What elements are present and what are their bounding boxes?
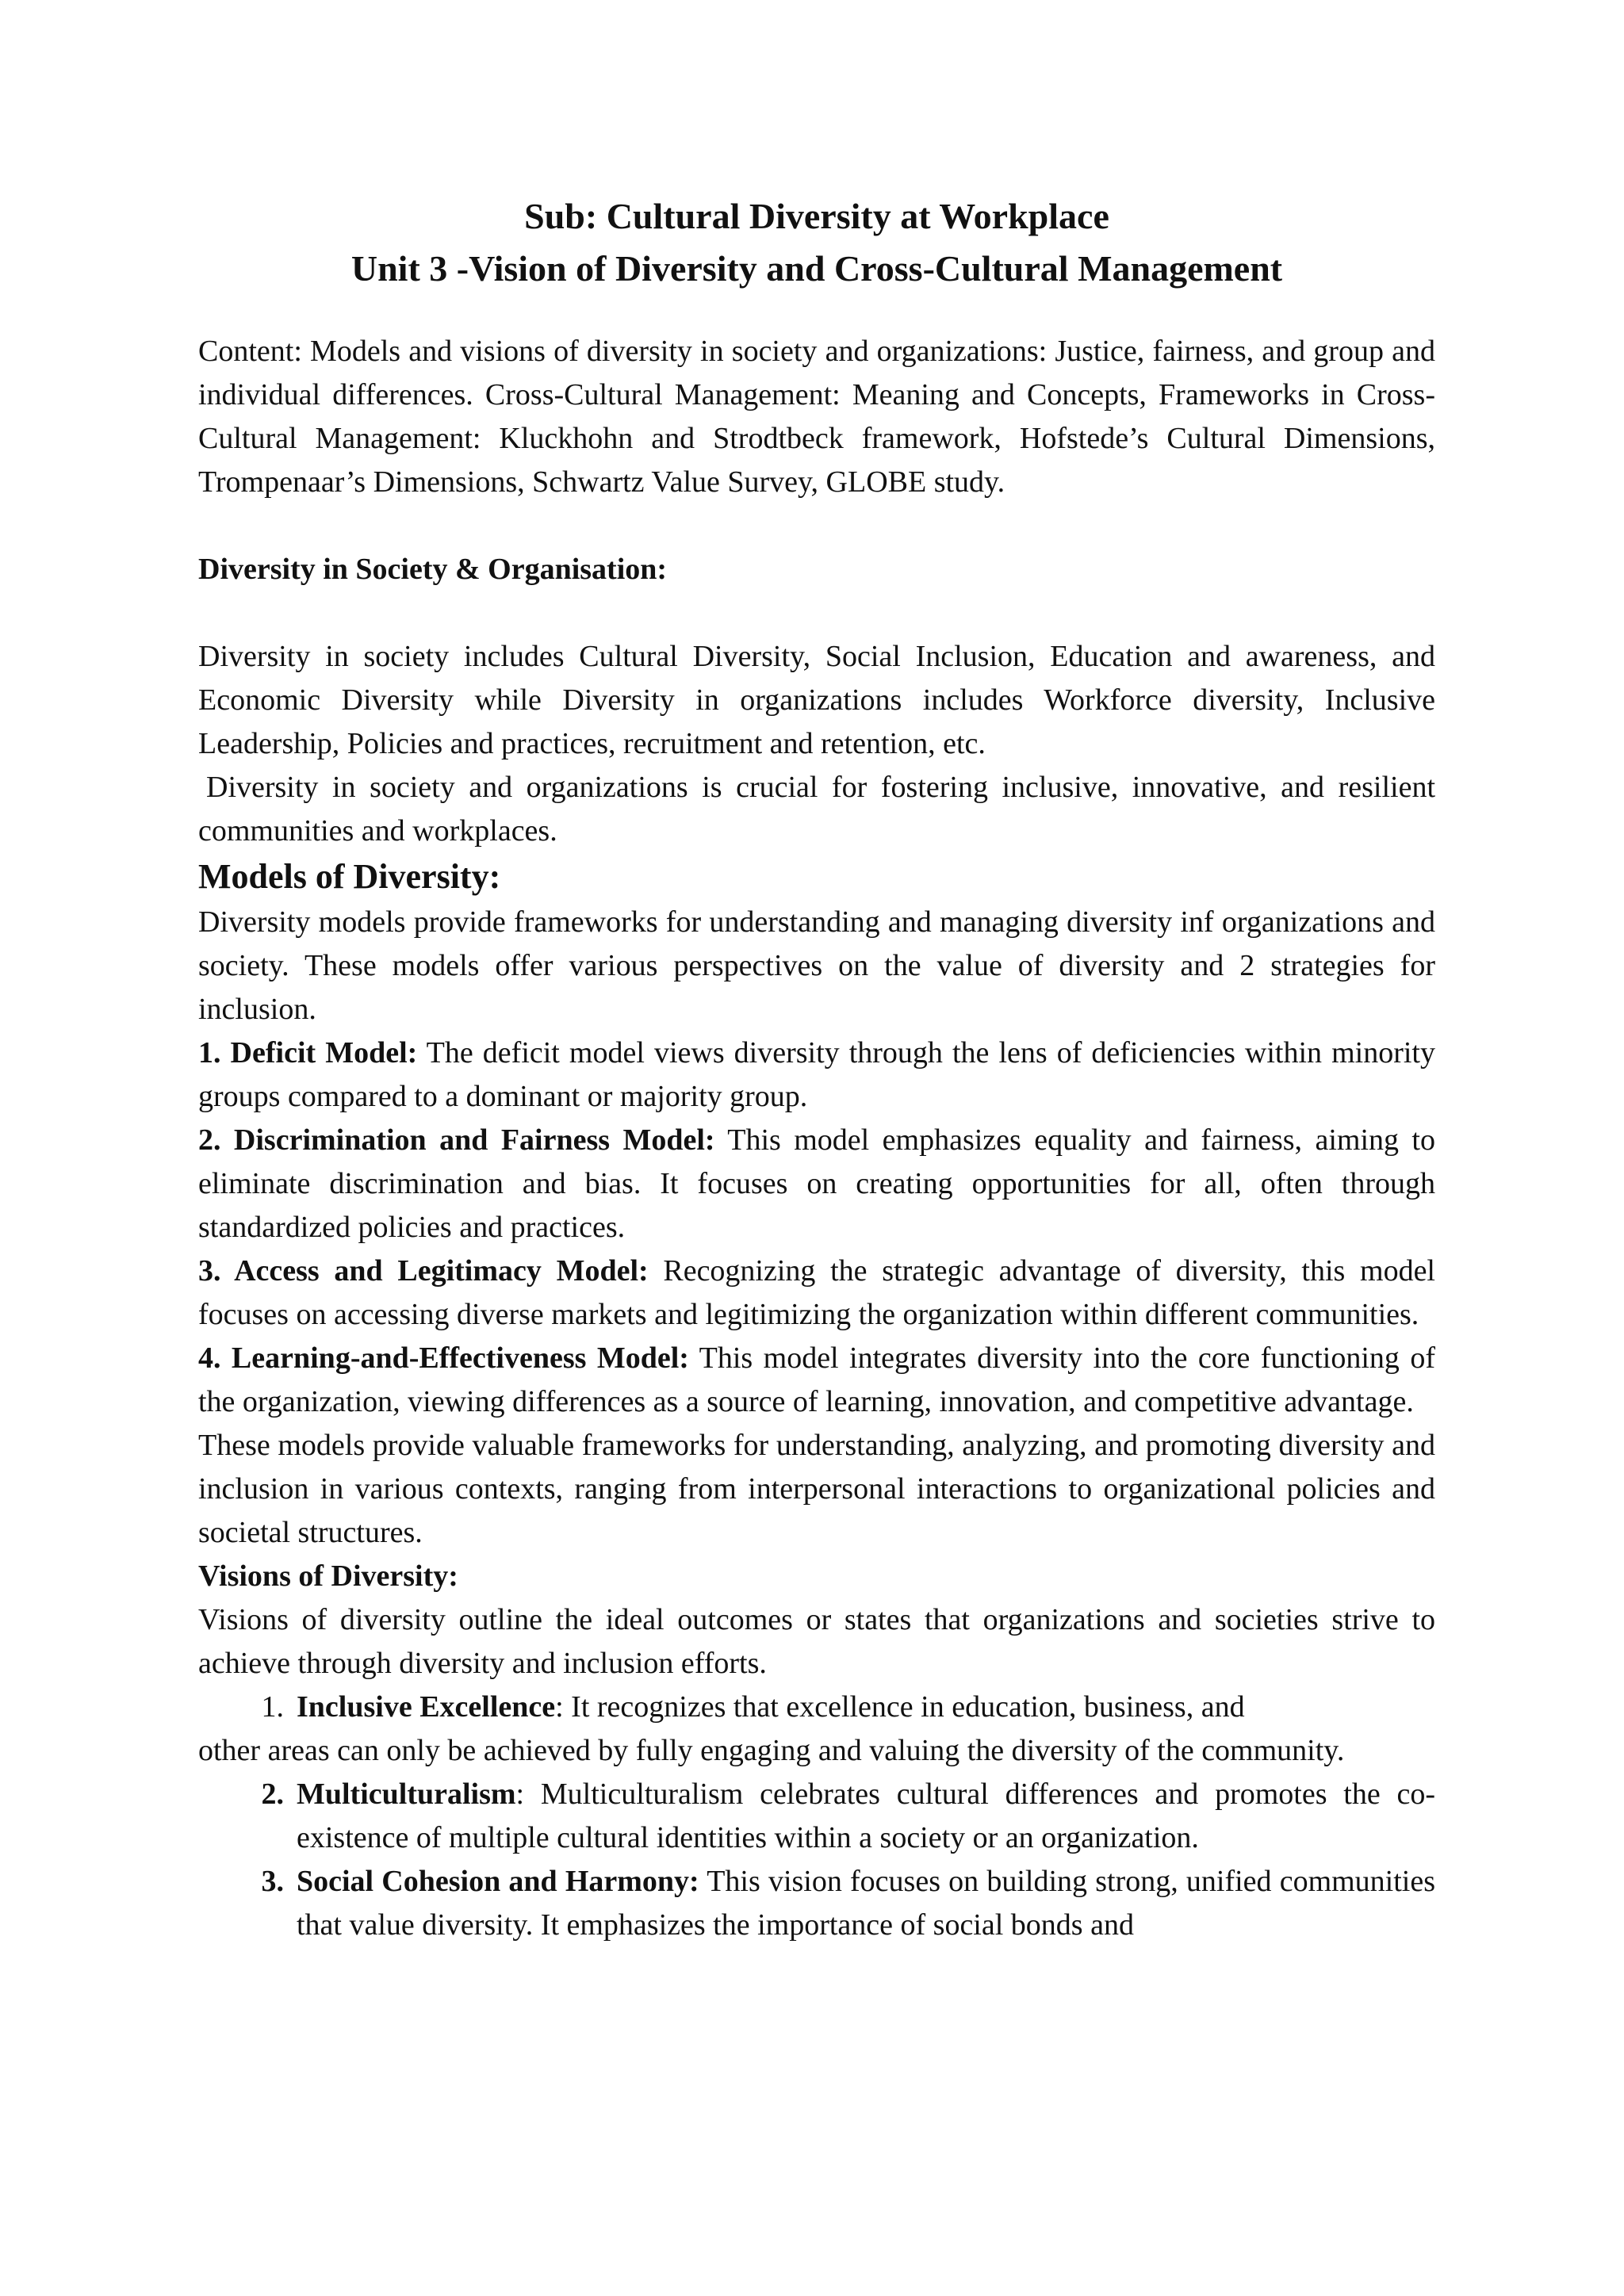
vision-item xyxy=(198,1773,1435,1860)
vision-item-label: Social Cohesion and Harmony: xyxy=(297,1865,699,1898)
model-item-label: 1. Deficit Model: xyxy=(198,1036,418,1070)
unit-title: Unit 3 -Vision of Diversity and Cross-Cultural Management xyxy=(350,248,1283,289)
title-block xyxy=(198,190,1435,295)
model-item-label: 4. Learning-and-Effectiveness Model: xyxy=(198,1341,689,1375)
model-item xyxy=(198,1249,1435,1337)
vision-item-number: 2. xyxy=(261,1777,284,1811)
model-item-text: This model integrates diversity into the core functioning of the organization, viewing differences as a source of learning, innovation, and competitive advantage. xyxy=(198,1341,1435,1418)
models-heading: Models of Diversity: xyxy=(198,857,501,896)
visions-intro: Visions of diversity outline the ideal outcomes or states that organizations and societies strive to achieve through diversity and inclusion efforts. xyxy=(198,1603,1435,1680)
model-item xyxy=(198,1337,1435,1424)
vision-item-number: 3. xyxy=(261,1865,284,1898)
models-closing: These models provide valuable frameworks for understanding, analyzing, and promoting diversity and inclusion in various contexts, ranging from interpersonal interactions to organizational policies and societal structures. xyxy=(198,1429,1435,1549)
model-item xyxy=(198,1031,1435,1119)
vision-item-text: : It recognizes that excellence in education, business, and xyxy=(555,1690,1245,1724)
vision-item-body xyxy=(297,1860,1435,1947)
diversity-paragraph-1: Diversity in society includes Cultural Diversity, Social Inclusion, Education and awareness, and Economic Diversity while Diversity in organizations includes Workforce diversity, Inclusive Leadership, Policies and practices, recruitment and retention, etc. xyxy=(198,640,1435,760)
diversity-paragraph-2: Diversity in society and organizations is crucial for fostering inclusive, innovative, and resilient communities and workplaces. xyxy=(198,771,1435,848)
content-paragraph: Content: Models and visions of diversity in society and organizations: Justice, fairness, and group and individual differences. Cross-Cultural Management: Meaning and Concepts, Frameworks in Cross-Cultural Management: Kluckhohn and Strodtbeck framework, Hofstede’s Cultural Dimensions, Trompenaar’s Dimensions, Schwartz Value Survey, GLOBE study. xyxy=(198,335,1435,499)
vision-item xyxy=(198,1686,1435,1729)
visions-heading: Visions of Diversity: xyxy=(198,1559,458,1593)
spacer xyxy=(198,591,1435,635)
model-item-label: 3. Access and Legitimacy Model: xyxy=(198,1254,649,1288)
diversity-heading: Diversity in Society & Organisation: xyxy=(198,553,668,586)
spacer xyxy=(198,504,1435,548)
model-item-text: Recognizing the strategic advantage of diversity, this model focuses on accessing diverse markets and legitimizing the organization within different communities. xyxy=(198,1254,1435,1331)
vision-item-body xyxy=(297,1773,1435,1860)
models-intro: Diversity models provide frameworks for understanding and managing diversity inf organizations and society. These models offer various perspectives on the value of diversity and 2 strategies for inclusion. xyxy=(198,905,1435,1026)
vision-item-label: Inclusive Excellence xyxy=(297,1690,556,1724)
vision-item-text: : Multiculturalism celebrates cultural differences and promotes the co-existence of multiple cultural identities within a society or an organization. xyxy=(297,1777,1435,1854)
vision-item-label: Multiculturalism xyxy=(297,1777,516,1811)
model-item xyxy=(198,1119,1435,1249)
model-item-text: The deficit model views diversity through the lens of deficiencies within minority groups compared to a dominant or majority group. xyxy=(198,1036,1435,1113)
model-item-label: 2. Discrimination and Fairness Model: xyxy=(198,1123,715,1157)
vision-item-continuation: other areas can only be achieved by fully engaging and valuing the diversity of the community. xyxy=(198,1734,1345,1767)
document-page xyxy=(198,190,1435,1947)
vision-item xyxy=(198,1860,1435,1947)
vision-item-text: This vision focuses on building strong, unified communities that value diversity. It emphasizes the importance of social bonds and xyxy=(297,1865,1436,1942)
vision-item-number: 1. xyxy=(261,1690,284,1724)
model-item-text: This model emphasizes equality and fairness, aiming to eliminate discrimination and bias. It focuses on creating opportunities for all, often through standardized policies and practices. xyxy=(198,1123,1435,1244)
subject-title: Sub: Cultural Diversity at Workplace xyxy=(524,196,1109,236)
